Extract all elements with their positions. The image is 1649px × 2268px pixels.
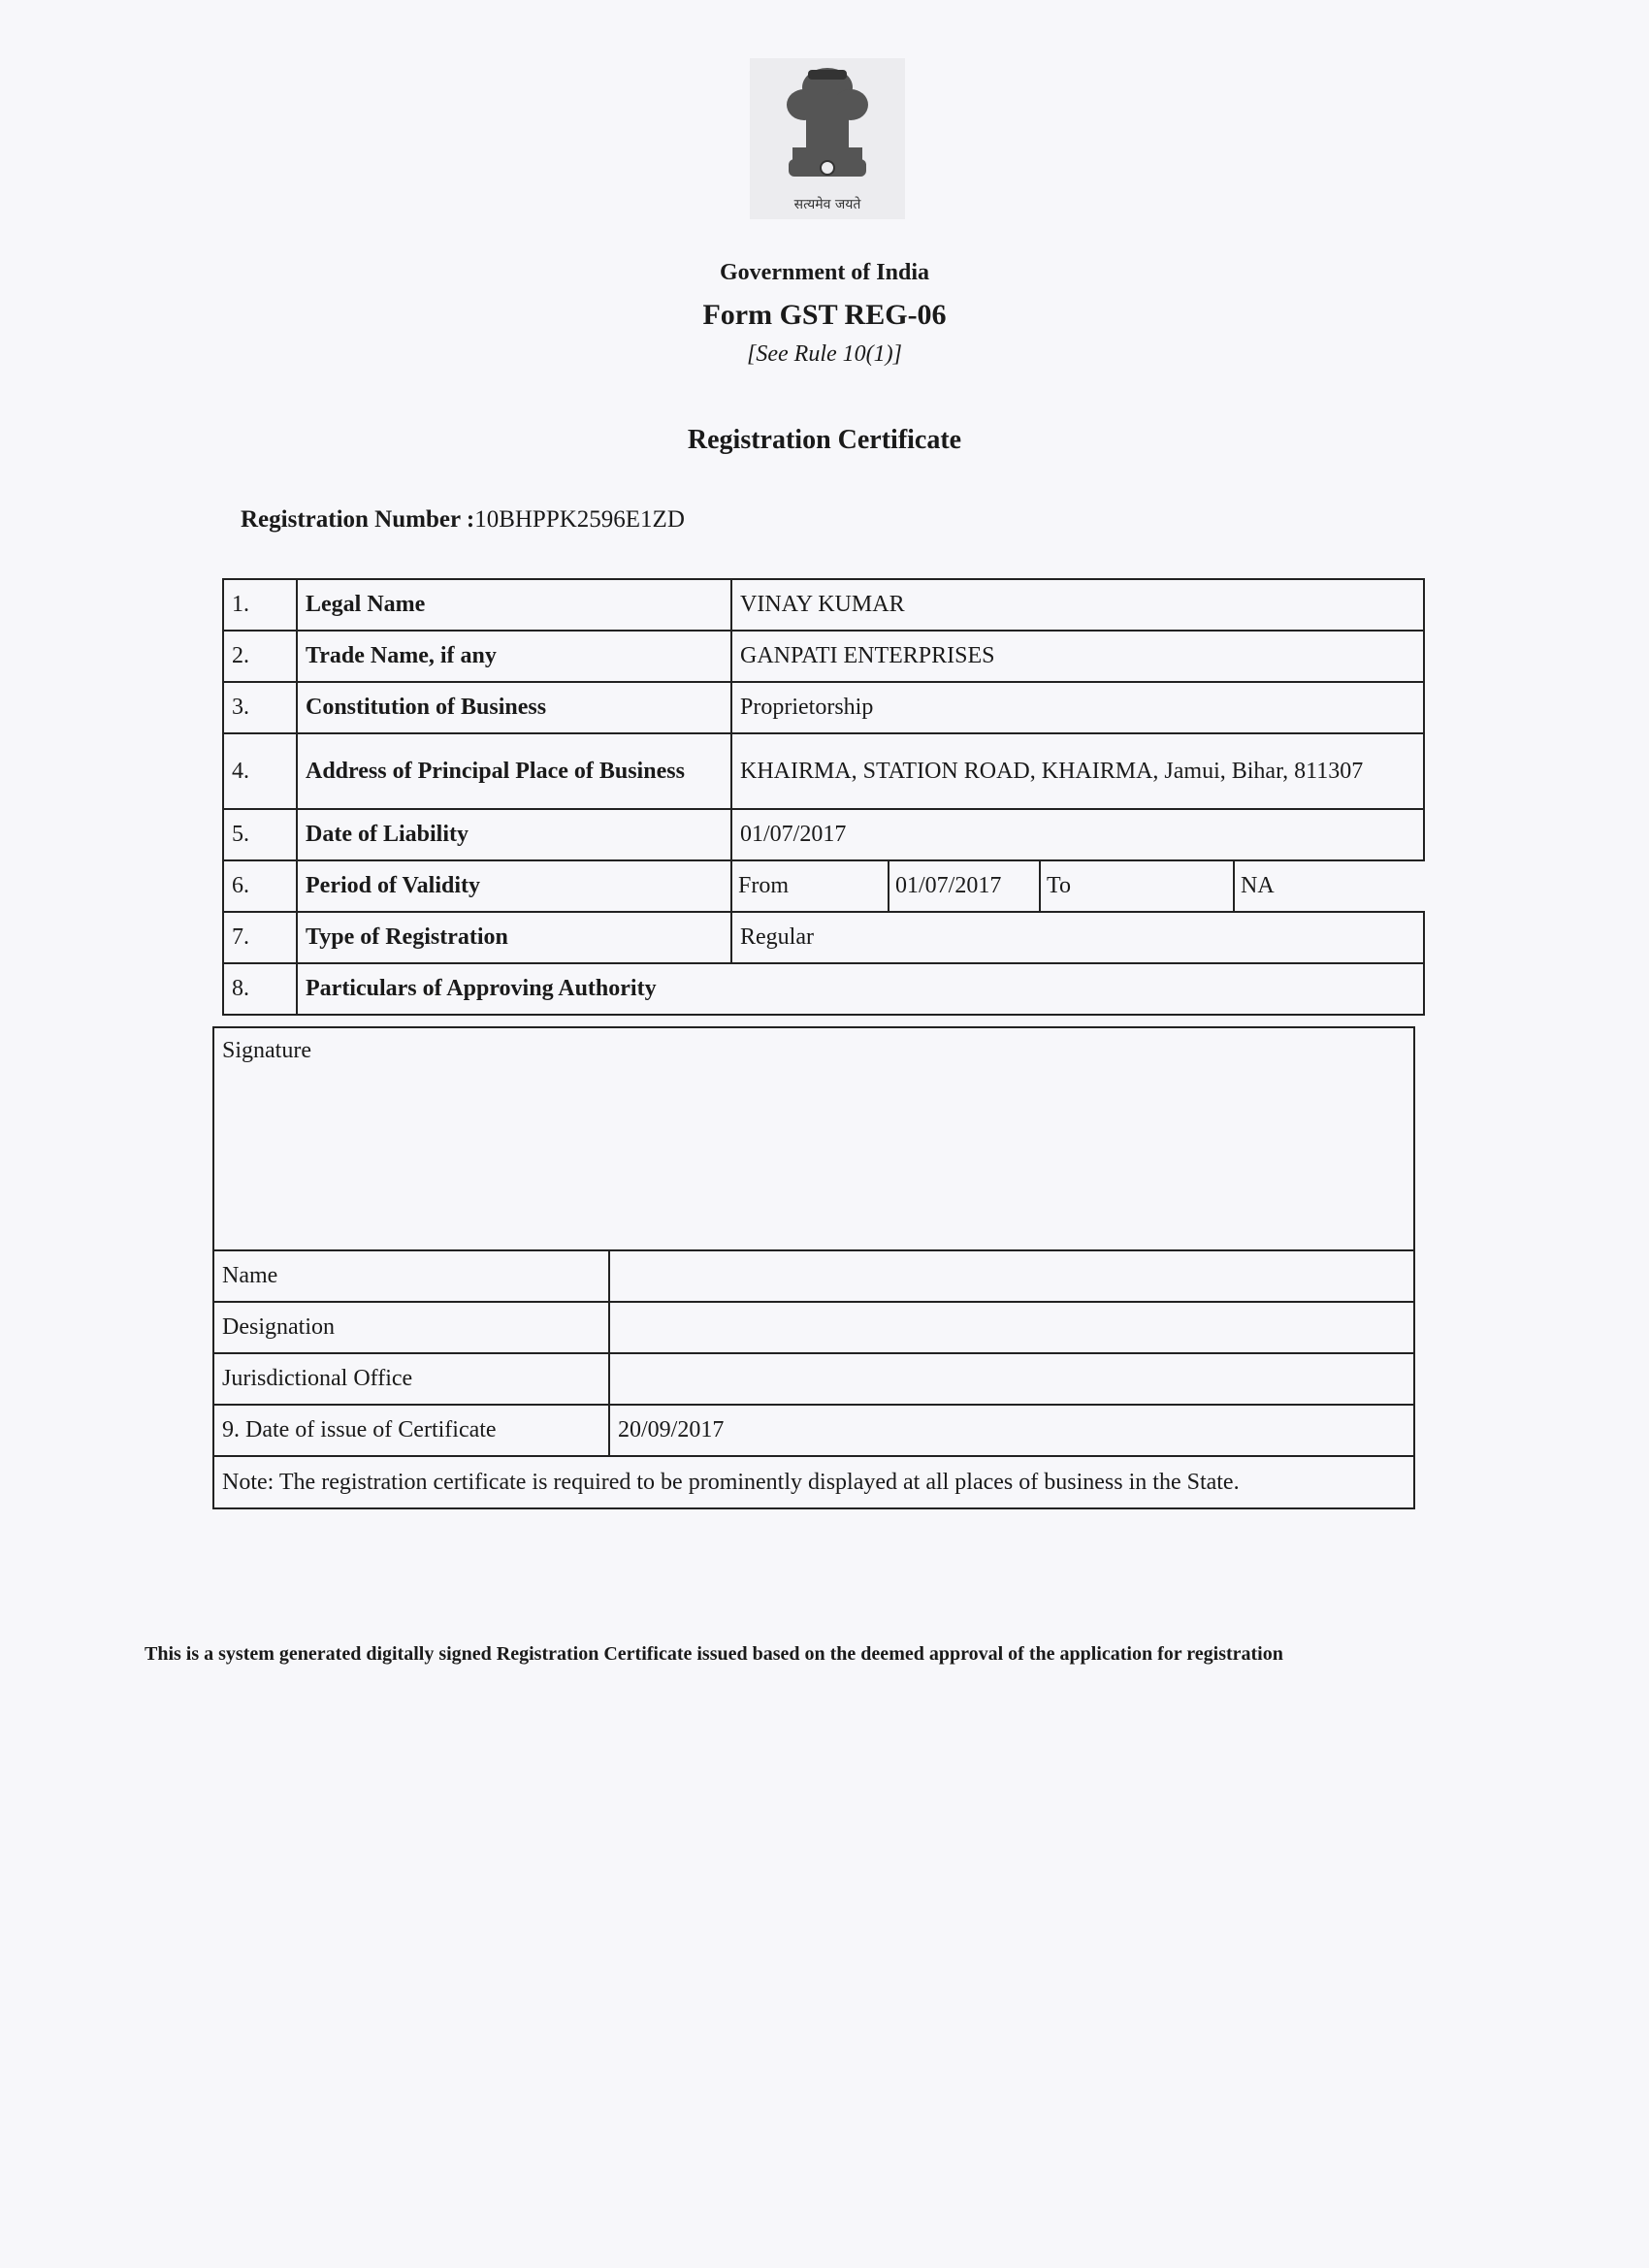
validity-from-label: From — [732, 861, 889, 911]
table-row — [223, 733, 1424, 809]
details-table — [222, 578, 1425, 1016]
registration-number — [241, 506, 685, 534]
table-row — [223, 579, 1424, 631]
certificate-title: Registration Certificate — [687, 425, 962, 455]
table-row — [223, 809, 1424, 860]
name-label: Name — [213, 1250, 609, 1302]
registration-type-value: Regular — [731, 912, 1424, 963]
authority-table — [212, 1026, 1415, 1509]
designation-value — [609, 1302, 1414, 1353]
row-label: Date of Liability — [297, 809, 731, 860]
government-heading: Government of India — [720, 260, 929, 285]
issue-date-value: 20/09/2017 — [609, 1405, 1414, 1456]
registration-number-label: Registration Number : — [241, 506, 475, 533]
row-number: 4. — [223, 733, 297, 809]
name-value — [609, 1250, 1414, 1302]
liability-date-value: 01/07/2017 — [731, 809, 1424, 860]
table-row — [223, 631, 1424, 682]
table-row — [213, 1456, 1414, 1508]
row-number: 3. — [223, 682, 297, 733]
jurisdictional-office-value — [609, 1353, 1414, 1405]
row-label: Trade Name, if any — [297, 631, 731, 682]
address-value: KHAIRMA, STATION ROAD, KHAIRMA, Jamui, Bihar, 811307 — [731, 733, 1424, 809]
table-row — [213, 1250, 1414, 1302]
jurisdictional-office-label: Jurisdictional Office — [213, 1353, 609, 1405]
table-row — [223, 963, 1424, 1015]
row-number: 8. — [223, 963, 297, 1015]
signature-label: Signature — [213, 1027, 1414, 1250]
row-number: 7. — [223, 912, 297, 963]
row-number: 1. — [223, 579, 297, 631]
row-label: Address of Principal Place of Business — [297, 733, 731, 809]
designation-label: Designation — [213, 1302, 609, 1353]
row-number: 6. — [223, 860, 297, 912]
registration-number-value: 10BHPPK2596E1ZD — [474, 506, 685, 533]
issue-date-label: 9. Date of issue of Certificate — [213, 1405, 609, 1456]
validity-to-value: NA — [1241, 873, 1275, 898]
trade-name-value: GANPATI ENTERPRISES — [731, 631, 1424, 682]
row-label: Type of Registration — [297, 912, 731, 963]
table-row — [223, 912, 1424, 963]
table-row — [213, 1027, 1414, 1250]
ashoka-lion-icon — [750, 58, 905, 194]
row-label: Legal Name — [297, 579, 731, 631]
note-text: Note: The registration certificate is required to be prominently displayed at all places of business in the State. — [213, 1456, 1414, 1508]
row-label: Constitution of Business — [297, 682, 731, 733]
table-row — [213, 1353, 1414, 1405]
validity-from-value: 01/07/2017 — [889, 861, 1041, 911]
national-emblem — [750, 58, 905, 219]
table-row — [213, 1405, 1414, 1456]
legal-name-value: VINAY KUMAR — [731, 579, 1424, 631]
table-row — [213, 1302, 1414, 1353]
table-row — [223, 860, 1424, 912]
footer-text: This is a system generated digitally signed Registration Certificate issued based on the deemed approval of the application for registration — [145, 1643, 1283, 1665]
row-label: Period of Validity — [297, 860, 731, 912]
table-row — [223, 682, 1424, 733]
form-title: Form GST REG-06 — [702, 299, 947, 331]
validity-to-label: To — [1041, 861, 1235, 911]
rule-reference: [See Rule 10(1)] — [747, 341, 902, 367]
row-number: 5. — [223, 809, 297, 860]
row-number: 2. — [223, 631, 297, 682]
validity-cell — [731, 860, 1424, 912]
motto: सत्यमेव जयते — [793, 197, 861, 212]
constitution-value: Proprietorship — [731, 682, 1424, 733]
row-label: Particulars of Approving Authority — [297, 963, 1424, 1015]
